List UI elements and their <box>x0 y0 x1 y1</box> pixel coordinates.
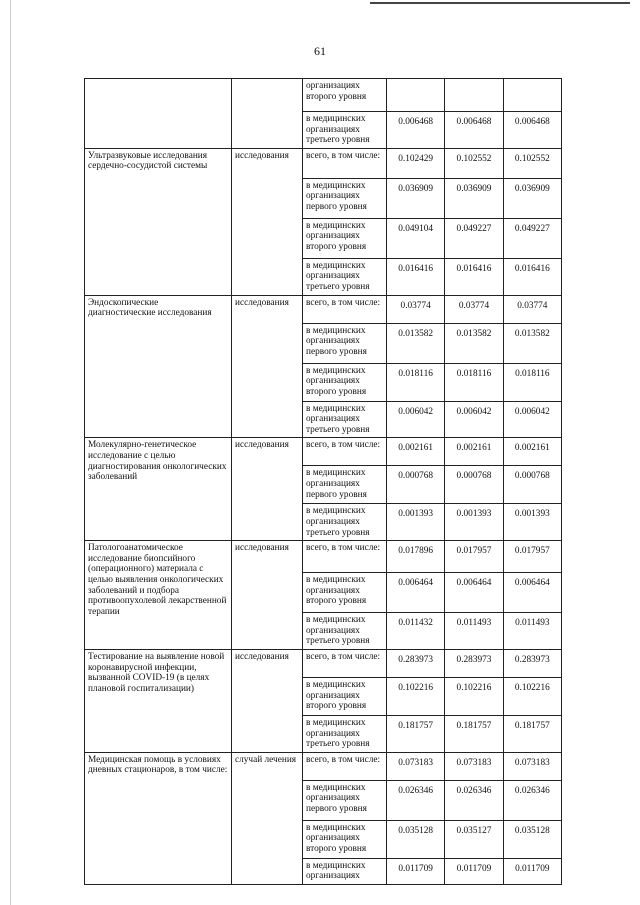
table-row <box>85 649 562 677</box>
value-2022: 0.006468 <box>387 112 445 149</box>
value-2024: 0.102216 <box>503 677 561 715</box>
table-row <box>85 148 562 178</box>
value-2024: 0.011493 <box>503 613 561 650</box>
level-cell: в медицинских организациях второго уровня <box>303 363 387 401</box>
value-2024: 0.001393 <box>503 504 561 541</box>
unit-cell: исследования <box>232 295 303 438</box>
value-2022 <box>387 79 445 112</box>
value-2022: 0.102429 <box>387 148 445 178</box>
level-cell: всего, в том числе: <box>303 649 387 677</box>
value-2023: 0.283973 <box>445 649 503 677</box>
value-2024: 0.018116 <box>503 363 561 401</box>
value-2022: 0.03774 <box>387 295 445 323</box>
value-2024: 0.011709 <box>503 858 561 884</box>
value-2023: 0.03774 <box>445 295 503 323</box>
unit-cell: случай лечения <box>232 752 303 884</box>
level-cell: в медицинских организациях третьего уровня <box>303 613 387 650</box>
scan-edge-line <box>10 0 11 905</box>
level-cell: всего, в том числе: <box>303 438 387 466</box>
level-cell: всего, в том числе: <box>303 752 387 780</box>
value-2024: 0.016416 <box>503 258 561 295</box>
indicator-name: Ультразвуковые исследования сердечно-сосудистой системы <box>85 148 232 295</box>
level-cell: в медицинских организациях третьего уровня <box>303 504 387 541</box>
indicator-name: Тестирование на выявление новой коронавирусной инфекции, вызванной COVID-19 (в целях плановой госпитализации) <box>85 649 232 752</box>
value-2023: 0.049227 <box>445 218 503 258</box>
value-2023: 0.006468 <box>445 112 503 149</box>
value-2022: 0.013582 <box>387 323 445 363</box>
value-2024: 0.283973 <box>503 649 561 677</box>
table-row <box>85 79 562 112</box>
indicator-name: Патологоанатомическое исследование биопсийного (операционного) материала с целью выявления онкологических заболеваний и подбора противоопухолевой лекарственной терапии <box>85 541 232 650</box>
value-2024: 0.181757 <box>503 715 561 752</box>
level-cell: в медицинских организациях первого уровня <box>303 780 387 820</box>
value-2023: 0.036909 <box>445 178 503 218</box>
level-cell: в медицинских организациях первого уровня <box>303 178 387 218</box>
level-cell: в медицинских организациях второго уровня <box>303 820 387 858</box>
value-2023: 0.102552 <box>445 148 503 178</box>
value-2022: 0.000768 <box>387 466 445 504</box>
value-2023: 0.006042 <box>445 401 503 438</box>
indicator-name: Эндоскопические диагностические исследования <box>85 295 232 438</box>
level-cell: организациях второго уровня <box>303 79 387 112</box>
level-cell: в медицинских организациях третьего уровня <box>303 258 387 295</box>
level-cell: в медицинских организациях третьего уровня <box>303 715 387 752</box>
unit-cell: исследования <box>232 438 303 541</box>
value-2022: 0.036909 <box>387 178 445 218</box>
page-number: 61 <box>314 44 326 58</box>
value-2024: 0.002161 <box>503 438 561 466</box>
value-2022: 0.011709 <box>387 858 445 884</box>
value-2023: 0.013582 <box>445 323 503 363</box>
value-2024 <box>503 79 561 112</box>
indicator-name <box>85 79 232 149</box>
value-2024: 0.013582 <box>503 323 561 363</box>
norms-table <box>84 78 562 885</box>
table-row <box>85 752 562 780</box>
value-2024: 0.036909 <box>503 178 561 218</box>
value-2022: 0.018116 <box>387 363 445 401</box>
value-2022: 0.011432 <box>387 613 445 650</box>
level-cell: всего, в том числе: <box>303 541 387 573</box>
value-2023: 0.073183 <box>445 752 503 780</box>
value-2022: 0.006042 <box>387 401 445 438</box>
level-cell: в медицинских организациях второго уровня <box>303 677 387 715</box>
value-2023: 0.026346 <box>445 780 503 820</box>
value-2023: 0.035127 <box>445 820 503 858</box>
level-cell: в медицинских организациях второго уровня <box>303 218 387 258</box>
value-2024: 0.006468 <box>503 112 561 149</box>
value-2022: 0.016416 <box>387 258 445 295</box>
scan-edge-mark <box>370 2 630 4</box>
value-2023: 0.016416 <box>445 258 503 295</box>
value-2022: 0.002161 <box>387 438 445 466</box>
unit-cell <box>232 79 303 149</box>
level-cell: всего, в том числе: <box>303 295 387 323</box>
level-cell: в медицинских организациях <box>303 858 387 884</box>
value-2022: 0.102216 <box>387 677 445 715</box>
value-2023: 0.011709 <box>445 858 503 884</box>
value-2023: 0.018116 <box>445 363 503 401</box>
unit-cell: исследования <box>232 649 303 752</box>
table-row <box>85 295 562 323</box>
value-2023: 0.001393 <box>445 504 503 541</box>
value-2022: 0.035128 <box>387 820 445 858</box>
value-2023: 0.000768 <box>445 466 503 504</box>
value-2022: 0.006464 <box>387 573 445 613</box>
indicator-name: Молекулярно-генетическое исследование с целью диагностирования онкологических заболеваний <box>85 438 232 541</box>
value-2024: 0.000768 <box>503 466 561 504</box>
level-cell: в медицинских организациях третьего уровня <box>303 401 387 438</box>
value-2022: 0.026346 <box>387 780 445 820</box>
value-2023: 0.017957 <box>445 541 503 573</box>
value-2024: 0.035128 <box>503 820 561 858</box>
unit-cell: исследования <box>232 148 303 295</box>
value-2024: 0.006042 <box>503 401 561 438</box>
level-cell: в медицинских организациях первого уровня <box>303 323 387 363</box>
value-2023: 0.002161 <box>445 438 503 466</box>
value-2024: 0.026346 <box>503 780 561 820</box>
table-row <box>85 541 562 573</box>
value-2024: 0.006464 <box>503 573 561 613</box>
value-2024: 0.017957 <box>503 541 561 573</box>
value-2023: 0.181757 <box>445 715 503 752</box>
value-2022: 0.073183 <box>387 752 445 780</box>
value-2022: 0.001393 <box>387 504 445 541</box>
indicator-name: Медицинская помощь в условиях дневных стационаров, в том числе: <box>85 752 232 884</box>
unit-cell: исследования <box>232 541 303 650</box>
level-cell: в медицинских организациях третьего уровня <box>303 112 387 149</box>
value-2023: 0.006464 <box>445 573 503 613</box>
value-2022: 0.017896 <box>387 541 445 573</box>
value-2024: 0.03774 <box>503 295 561 323</box>
level-cell: в медицинских организациях второго уровня <box>303 573 387 613</box>
value-2023: 0.011493 <box>445 613 503 650</box>
value-2024: 0.073183 <box>503 752 561 780</box>
value-2022: 0.181757 <box>387 715 445 752</box>
value-2022: 0.283973 <box>387 649 445 677</box>
value-2024: 0.049227 <box>503 218 561 258</box>
value-2022: 0.049104 <box>387 218 445 258</box>
value-2023: 0.102216 <box>445 677 503 715</box>
level-cell: в медицинских организациях первого уровня <box>303 466 387 504</box>
table-row <box>85 438 562 466</box>
value-2023 <box>445 79 503 112</box>
value-2024: 0.102552 <box>503 148 561 178</box>
level-cell: всего, в том числе: <box>303 148 387 178</box>
